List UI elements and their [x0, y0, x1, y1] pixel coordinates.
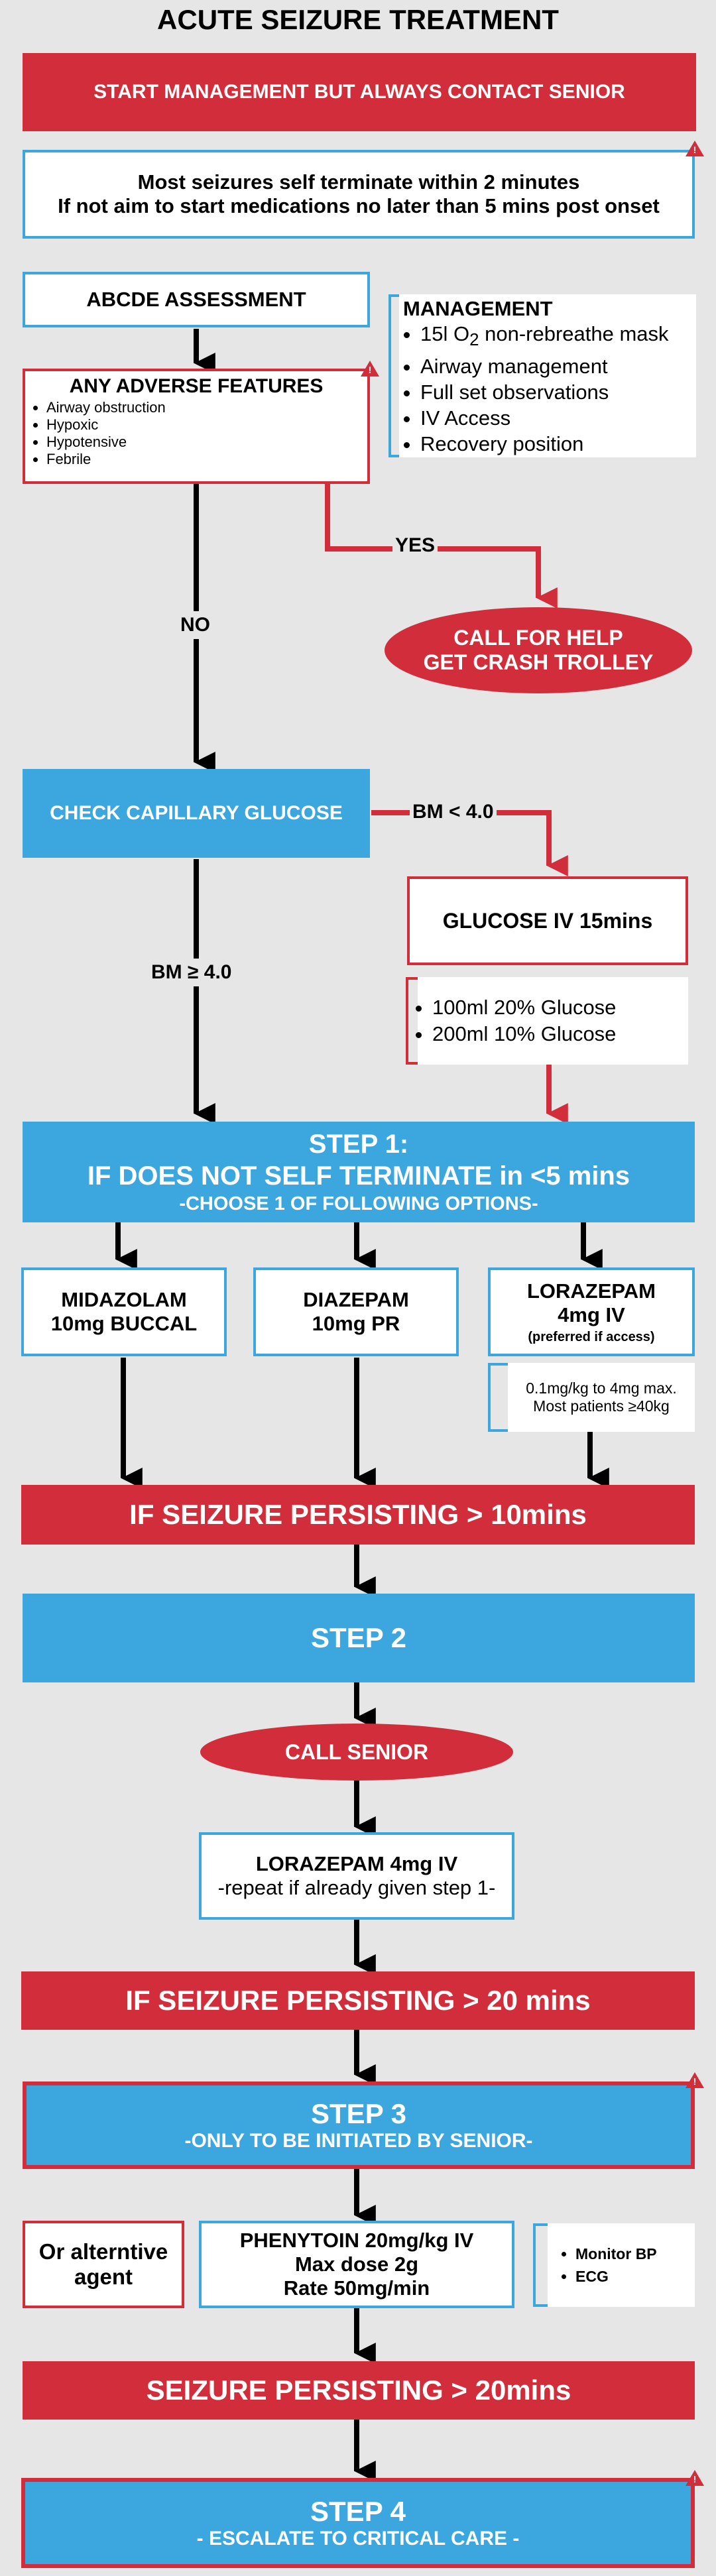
step-1-box: [23, 1122, 695, 1222]
step-4-box: [21, 2478, 695, 2568]
step-1-title: STEP 1:: [308, 1130, 409, 1159]
glucose-iv-box: GLUCOSE IV 15mins: [407, 876, 688, 965]
bm-low-label: BM < 4.0: [410, 801, 497, 823]
warning-mark: !: [693, 2474, 697, 2485]
step-1-subtitle: IF DOES NOT SELF TERMINATE in <5 mins: [87, 1161, 630, 1191]
step-3-box: [23, 2081, 695, 2169]
step-3-title: STEP 3: [311, 2098, 406, 2129]
alternative-line-1: Or alterntive: [38, 2239, 168, 2264]
persisting-10-banner: IF SEIZURE PERSISTING > 10mins: [21, 1485, 695, 1545]
note-line-2: If not aim to start medications no later than 5 mins post onset: [58, 194, 660, 217]
list-item: • Recovery position: [420, 431, 692, 457]
diazepam-line-2: 10mg PR: [312, 1312, 400, 1335]
step-2-box: STEP 2: [23, 1594, 695, 1682]
phenytoin-line-3: Rate 50mg/min: [283, 2276, 430, 2300]
persisting-20-second-banner: SEIZURE PERSISTING > 20mins: [23, 2361, 695, 2420]
lorazepam-repeat-line-1: LORAZEPAM 4mg IV: [255, 1852, 458, 1875]
diazepam-box: [253, 1267, 459, 1356]
management-box: [399, 294, 696, 457]
monitor-list: [548, 2243, 657, 2288]
persisting-20-banner: IF SEIZURE PERSISTING > 20 mins: [21, 1971, 695, 2030]
call-help-line-2: GET CRASH TROLLEY: [423, 650, 654, 674]
list-item: • Febrile: [46, 451, 358, 468]
alternative-agent-box: [23, 2221, 184, 2308]
list-item: [420, 321, 692, 353]
list-item: • 200ml 10% Glucose: [432, 1021, 616, 1047]
list-item: • Monitor BP: [575, 2243, 657, 2265]
contact-senior-banner: START MANAGEMENT BUT ALWAYS CONTACT SENIOR: [23, 53, 696, 131]
management-title: MANAGEMENT: [403, 297, 553, 320]
glucose-options-box: [418, 977, 688, 1065]
midazolam-line-2: 10mg BUCCAL: [50, 1312, 198, 1335]
page-title: ACUTE SEIZURE TREATMENT: [157, 4, 559, 35]
list-item: • 100ml 20% Glucose: [432, 994, 616, 1021]
lorazepam-box: [488, 1267, 695, 1356]
step-4-subtitle: - ESCALATE TO CRITICAL CARE -: [196, 2528, 520, 2549]
warning-mark: !: [693, 145, 697, 156]
list-item: • Airway management: [420, 353, 692, 379]
glucose-options-list: [418, 994, 616, 1047]
check-capillary-glucose-box: CHECK CAPILLARY GLUCOSE: [23, 769, 370, 858]
management-list: [403, 321, 692, 457]
mask-text: 15l O: [420, 322, 470, 345]
lorazepam-note-line-2: Most patients ≥40kg: [533, 1397, 670, 1415]
warning-mark: !: [693, 2076, 697, 2087]
alternative-line-2: agent: [74, 2264, 133, 2289]
call-for-help-pill: [385, 607, 692, 693]
list-item: • ECG: [575, 2265, 657, 2288]
lorazepam-note-box: [508, 1363, 695, 1432]
yes-label: YES: [392, 534, 438, 557]
abcde-assessment-box: ABCDE ASSESSMENT: [23, 272, 370, 327]
lorazepam-line-1: LORAZEPAM: [526, 1279, 656, 1303]
call-senior-pill: CALL SENIOR: [200, 1724, 513, 1781]
list-item: • Full set observations: [420, 379, 692, 405]
lorazepam-repeat-line-2: -repeat if already given step 1-: [217, 1876, 496, 1899]
o2-subscript: 2: [469, 331, 479, 350]
call-help-line-1: CALL FOR HELP: [453, 626, 623, 650]
lorazepam-repeat-box: [199, 1832, 514, 1920]
list-item: • Airway obstruction: [46, 399, 358, 416]
phenytoin-box: [199, 2221, 514, 2308]
midazolam-line-1: MIDAZOLAM: [61, 1288, 187, 1311]
adverse-features-title: ANY ADVERSE FEATURES: [69, 375, 324, 397]
diazepam-line-1: DIAZEPAM: [303, 1288, 409, 1311]
lorazepam-note-line-1: 0.1mg/kg to 4mg max.: [526, 1379, 677, 1397]
phenytoin-line-2: Max dose 2g: [294, 2253, 419, 2276]
adverse-features-list: [34, 399, 358, 468]
adverse-features-box: [23, 369, 370, 484]
midazolam-box: [21, 1267, 227, 1356]
warning-mark: !: [368, 365, 372, 376]
self-terminate-note: [23, 150, 695, 239]
note-line-1: Most seizures self terminate within 2 minutes: [137, 170, 580, 194]
list-item: • Hypoxic: [46, 416, 358, 434]
monitor-box: [548, 2223, 695, 2307]
step-1-options: -CHOOSE 1 OF FOLLOWING OPTIONS-: [179, 1193, 538, 1214]
bm-high-label: BM ≥ 4.0: [150, 959, 233, 986]
list-item: • IV Access: [420, 405, 692, 431]
step-3-subtitle: -ONLY TO BE INITIATED BY SENIOR-: [184, 2130, 533, 2152]
lorazepam-line-2: 4mg IV: [558, 1303, 625, 1326]
no-label: NO: [179, 611, 211, 639]
step-4-title: STEP 4: [310, 2496, 406, 2527]
phenytoin-line-1: PHENYTOIN 20mg/kg IV: [239, 2229, 474, 2252]
lorazepam-line-3: (preferred if access): [528, 1329, 655, 1344]
mask-text-suffix: non-rebreathe mask: [479, 322, 669, 345]
list-item: • Hypotensive: [46, 434, 358, 451]
